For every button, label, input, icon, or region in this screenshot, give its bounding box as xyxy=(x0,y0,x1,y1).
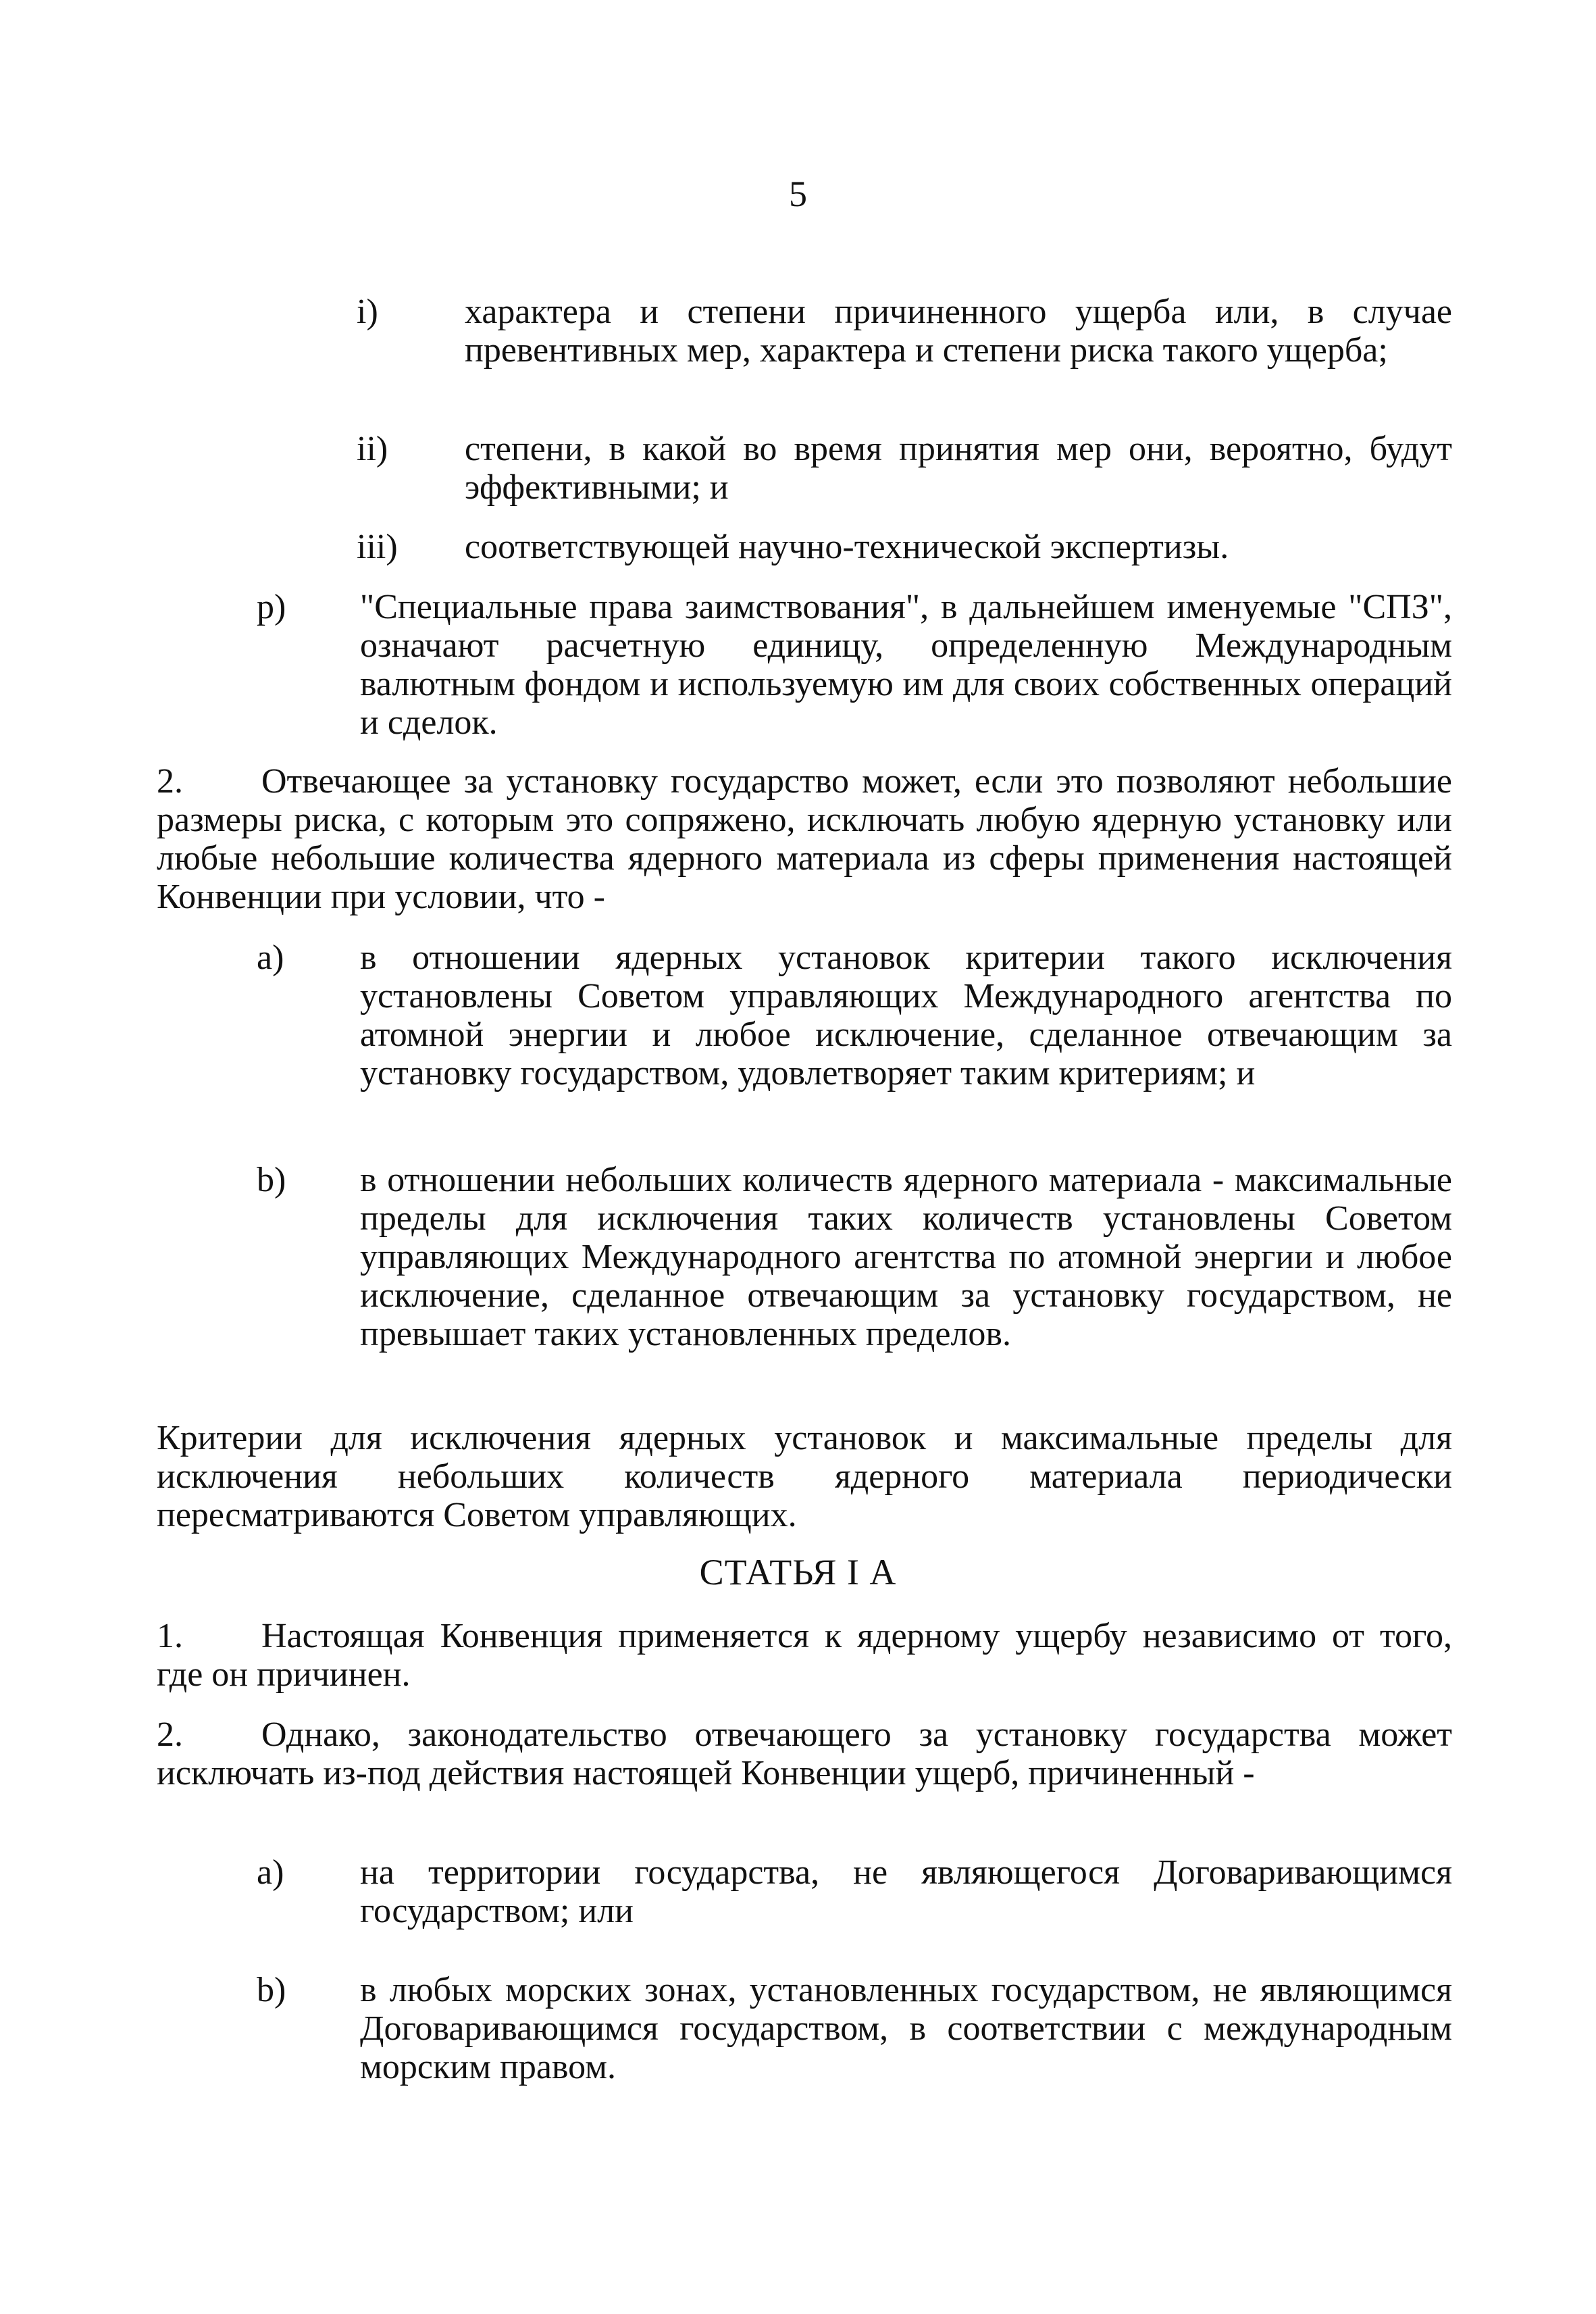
page-number: 5 xyxy=(789,174,807,214)
article-paragraph-1-number: 1. xyxy=(157,1617,183,1655)
article-paragraph-2 xyxy=(157,1715,1452,1792)
subitem-ii-text: степени, в какой во время принятия мер они, вероятно, будут эффективными; и xyxy=(465,430,1452,507)
para2-item-b-text: в отношении небольших количеств ядерного материала - максимальные пределы для исключения таких количеств установлены Советом управляющих Международного агентства по атомной энергии и любое исключение, сделанное отвечающим за установку государством, не превышает таких установленных пределов. xyxy=(360,1161,1452,1353)
article-item-b-marker: b) xyxy=(257,1971,286,2009)
paragraph-2-text: Отвечающее за установку государство может, если это позволяют небольшие размеры риска, с которым это сопряжено, исключать любую ядерную установку или любые небольшие количества ядерного материала из сферы применения настоящей Конвенции при условии, что - xyxy=(157,762,1452,916)
subitem-iii-text: соответствующей научно-технической экспертизы. xyxy=(465,528,1229,566)
para2-item-a-text: в отношении ядерных установок критерии такого исключения установлены Советом управляющих Международного агентства по атомной энергии и любое исключение, сделанное отвечающим за установку государством, удовлетворяет таким критериям; и xyxy=(360,938,1452,1092)
article-heading: СТАТЬЯ I А xyxy=(699,1552,897,1592)
article-paragraph-2-number: 2. xyxy=(157,1715,183,1754)
para2-item-b-marker: b) xyxy=(257,1161,286,1199)
article-paragraph-1 xyxy=(157,1617,1452,1694)
criteria-paragraph: Критерии для исключения ядерных установок и максимальные пределы для исключения небольших количеств ядерного материала периодически пересматриваются Советом управляющих. xyxy=(157,1419,1452,1534)
paragraph-2 xyxy=(157,762,1452,916)
para2-item-a-marker: a) xyxy=(257,938,284,977)
item-p-marker: p) xyxy=(257,588,286,626)
subitem-i-text: характера и степени причиненного ущерба или, в случае превентивных мер, характера и степени риска такого ущерба; xyxy=(465,293,1452,370)
paragraph-2-number: 2. xyxy=(157,762,183,801)
article-item-a-text: на территории государства, не являющегося Договаривающимся государством; или xyxy=(360,1853,1452,1930)
article-paragraph-1-text: Настоящая Конвенция применяется к ядерному ущербу независимо от того, где он причинен. xyxy=(157,1617,1452,1694)
article-item-b-text: в любых морских зонах, установленных государством, не являющимся Договаривающимся государством, в соответствии с международным морским правом. xyxy=(360,1971,1452,2086)
subitem-iii-marker: iii) xyxy=(357,528,398,566)
subitem-i-marker: i) xyxy=(357,293,378,331)
subitem-ii-marker: ii) xyxy=(357,430,388,468)
article-paragraph-2-text: Однако, законодательство отвечающего за установку государства может исключать из-под действия настоящей Конвенции ущерб, причиненный - xyxy=(157,1715,1452,1792)
article-item-a-marker: a) xyxy=(257,1853,284,1892)
item-p-text: "Специальные права заимствования", в дальнейшем именуемые "СПЗ", означают расчетную единицу, определенную Международным валютным фондом и используемую им для своих собственных операций и сделок. xyxy=(360,588,1452,742)
